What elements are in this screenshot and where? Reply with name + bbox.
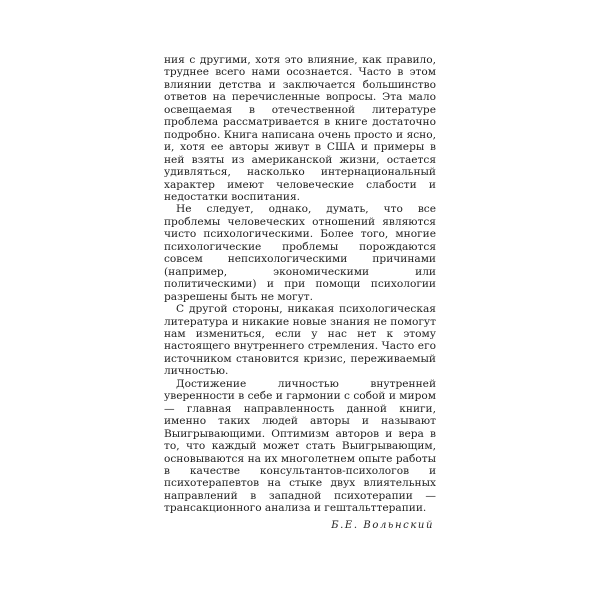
paragraph-2: Не следует, однако, думать, что все проблемы человеческих отношений являются чисто психологическими. Более того, многие психологические проблемы порождаются совсем непсихологическими причинами (например, экономическими или политическими) и при помощи психологии разрешены быть не могут.	[164, 203, 436, 303]
body-text	[164, 54, 436, 532]
author-signature: Б.Е. Вольнский	[331, 519, 434, 531]
paragraph-4: Достижение личностью внутренней уверенности в себе и гармонии с собой и миром — главная направленность данной книги, именно таких людей авторы и называют Выигрывающими. Оптимизм авторов и вера в то, что каждый может стать Выигрывающим, основываются на их многолетнем опыте работы в качестве консультантов-психологов и психотерапевтов на стыке двух влиятельных направлений в западной психотерапии — трансакционного анализа и гештальттерапии.	[164, 377, 436, 515]
paragraph-3: С другой стороны, никакая психологическая литература и никакие новые знания не помогут нам измениться, если у нас нет к этому настоящего внутреннего стремления. Часто его источником становится кризис, переживаемый личностью.	[164, 303, 436, 378]
paragraph-1: ния с другими, хотя это влияние, как правило, труднее всего нами осознается. Часто в этом влиянии детства и заключается большинство ответов на перечисленные вопросы. Эта мало освещаемая в отечественной литературе проблема рассматривается в книге достаточно подробно. Книга написана очень просто и ясно, и, хотя ее авторы живут в США и примеры в ней взяты из американской жизни, остается удивляться, насколько интернациональный характер имеют человеческие слабости и недостатки воспитания.	[164, 54, 436, 203]
